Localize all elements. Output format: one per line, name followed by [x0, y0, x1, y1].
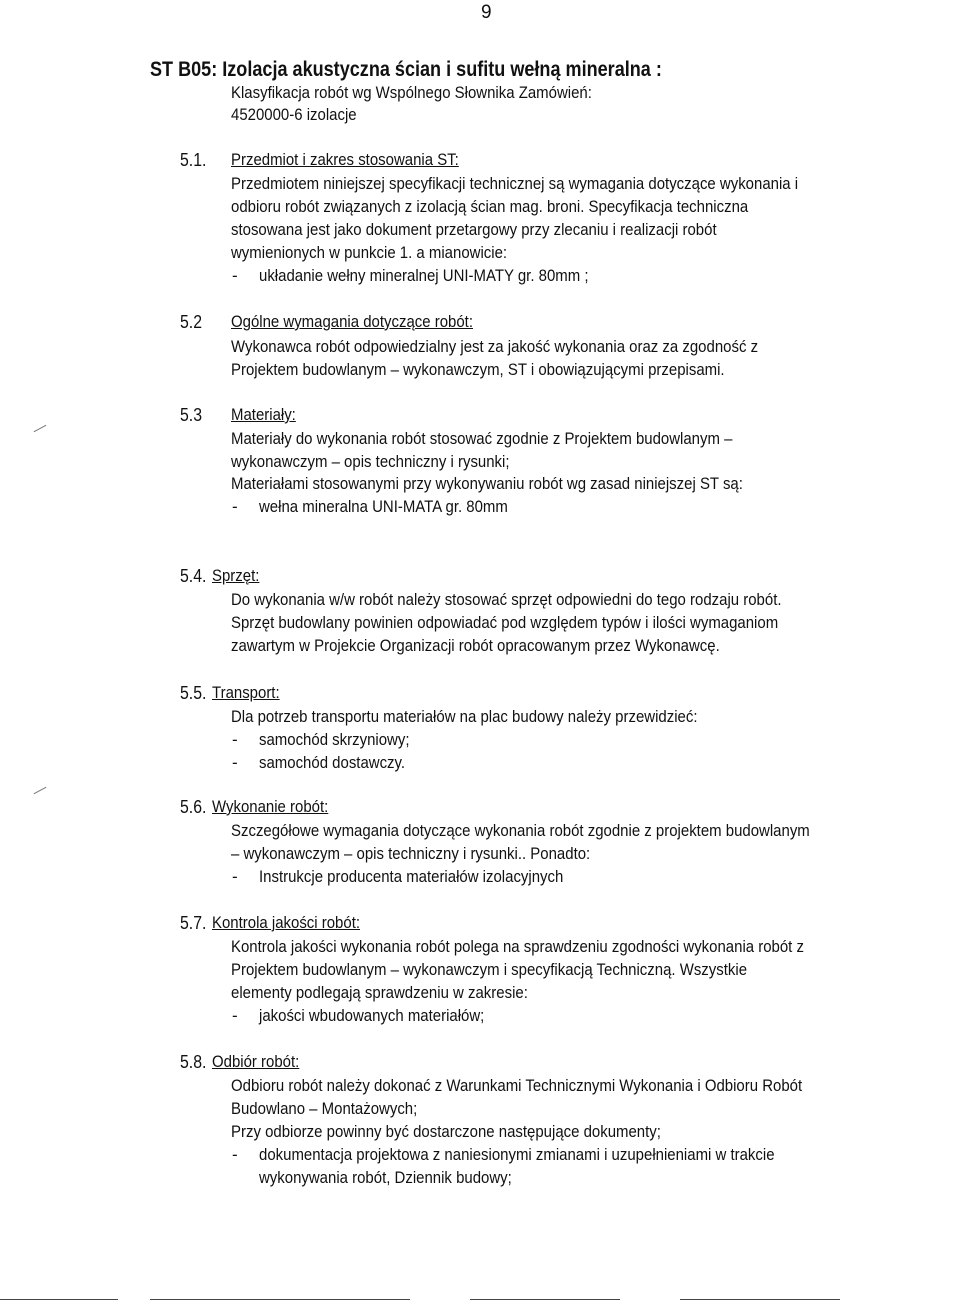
section-heading: Odbiór robót: — [212, 1052, 300, 1071]
paragraph-line: Przedmiotem niniejszej specyfikacji technicznej są wymagania dotyczące wykonania i — [231, 174, 799, 193]
paragraph-line: Sprzęt budowlany powinien odpowiadać pod względem typów i ilości wymaganiom — [231, 613, 779, 632]
classification-code: 4520000-6 izolacje — [231, 105, 357, 124]
paragraph-line: – wykonawczym – opis techniczny i rysunki.. Ponadto: — [231, 844, 591, 863]
paragraph-line: Wykonawca robót odpowiedzialny jest za jakość wykonania oraz za zgodność z — [231, 337, 759, 356]
paragraph-line: Projektem budowlanym – wykonawczym, ST i obowiązującymi przepisami. — [231, 360, 725, 379]
section-number: 5.3 — [180, 405, 203, 425]
paragraph-line: Do wykonania w/w robót należy stosować sprzęt odpowiedni do tego rodzaju robót. — [231, 590, 782, 609]
document-title: ST B05: Izolacja akustyczna ścian i sufitu wełną mineralna : — [150, 58, 662, 81]
paragraph-line: Szczegółowe wymagania dotyczące wykonania robót zgodnie z projektem budowlanym — [231, 821, 810, 840]
paragraph-line: stosowana jest jako dokument przetargowy przy zlecaniu i realizacji robót — [231, 220, 717, 239]
section-heading: Sprzęt: — [212, 566, 260, 585]
bullet-dash: - — [232, 497, 238, 516]
section-number: 5.8. — [180, 1052, 207, 1072]
paragraph-line: Materiałami stosowanymi przy wykonywaniu robót wg zasad niniejszej ST są: — [231, 474, 743, 493]
bullet-dash: - — [232, 730, 238, 749]
section-heading: Ogólne wymagania dotyczące robót: — [231, 312, 473, 331]
section-number: 5.5. — [180, 683, 207, 703]
classification-line: Klasyfikacja robót wg Wspólnego Słownika Zamówień: — [231, 83, 592, 102]
section-number: 5.1. — [180, 150, 207, 170]
bullet-item: Instrukcje producenta materiałów izolacyjnych — [259, 867, 564, 886]
bullet-item: samochód dostawczy. — [259, 753, 406, 772]
section-number: 5.6. — [180, 797, 207, 817]
page-number: 9 — [481, 2, 492, 23]
bullet-item: samochód skrzyniowy; — [259, 730, 410, 749]
section-heading: Kontrola jakości robót: — [212, 913, 361, 932]
section-number: 5.4. — [180, 566, 207, 586]
section-number: 5.7. — [180, 913, 207, 933]
paragraph-line: Projektem budowlanym – wykonawczym i specyfikacją Techniczną. Wszystkie — [231, 960, 748, 979]
paragraph-line: Dla potrzeb transportu materiałów na plac budowy należy przewidzieć: — [231, 707, 698, 726]
bullet-item: wełna mineralna UNI-MATA gr. 80mm — [259, 497, 508, 516]
bullet-item: układanie wełny mineralnej UNI-MATY gr. 80mm ; — [259, 266, 589, 285]
paragraph-line: wymienionych w punkcie 1. a mianowicie: — [231, 243, 508, 262]
section-number: 5.2 — [180, 312, 203, 332]
bullet-dash: - — [232, 1145, 238, 1164]
paragraph-line: zawartym w Projekcie Organizacji robót opracowanym przez Wykonawcę. — [231, 636, 720, 655]
bullet-dash: - — [232, 867, 238, 886]
scan-edge-line — [0, 1299, 118, 1300]
paragraph-line: Materiały do wykonania robót stosować zgodnie z Projektem budowlanym – — [231, 429, 733, 448]
paragraph-line: odbioru robót związanych z izolacją ścian mag. broni. Specyfikacja techniczna — [231, 197, 749, 216]
paragraph-line: Odbioru robót należy dokonać z Warunkami Technicznymi Wykonania i Odbioru Robót — [231, 1076, 803, 1095]
scan-edge-line — [150, 1299, 410, 1300]
bullet-item: wykonywania robót, Dziennik budowy; — [259, 1168, 512, 1187]
section-heading: Materiały: — [231, 405, 296, 424]
paragraph-line: wykonawczym – opis techniczny i rysunki; — [231, 452, 510, 471]
bullet-dash: - — [232, 753, 238, 772]
scan-edge-line — [680, 1299, 840, 1300]
paragraph-line: Przy odbiorze powinny być dostarczone następujące dokumenty; — [231, 1122, 661, 1141]
section-heading: Wykonanie robót: — [212, 797, 329, 816]
paragraph-line: elementy podlegają sprawdzeniu w zakresie: — [231, 983, 528, 1002]
section-heading: Transport: — [212, 683, 280, 702]
bullet-item: dokumentacja projektowa z naniesionymi zmianami i uzupełnieniami w trakcie — [259, 1145, 775, 1164]
scan-edge-line — [470, 1299, 620, 1300]
bullet-dash: - — [232, 266, 238, 285]
bullet-dash: - — [232, 1006, 238, 1025]
scan-mark — [34, 425, 47, 432]
scan-mark — [34, 787, 47, 794]
section-heading: Przedmiot i zakres stosowania ST: — [231, 150, 459, 169]
paragraph-line: Kontrola jakości wykonania robót polega na sprawdzeniu zgodności wykonania robót z — [231, 937, 804, 956]
paragraph-line: Budowlano – Montażowych; — [231, 1099, 418, 1118]
bullet-item: jakości wbudowanych materiałów; — [259, 1006, 485, 1025]
